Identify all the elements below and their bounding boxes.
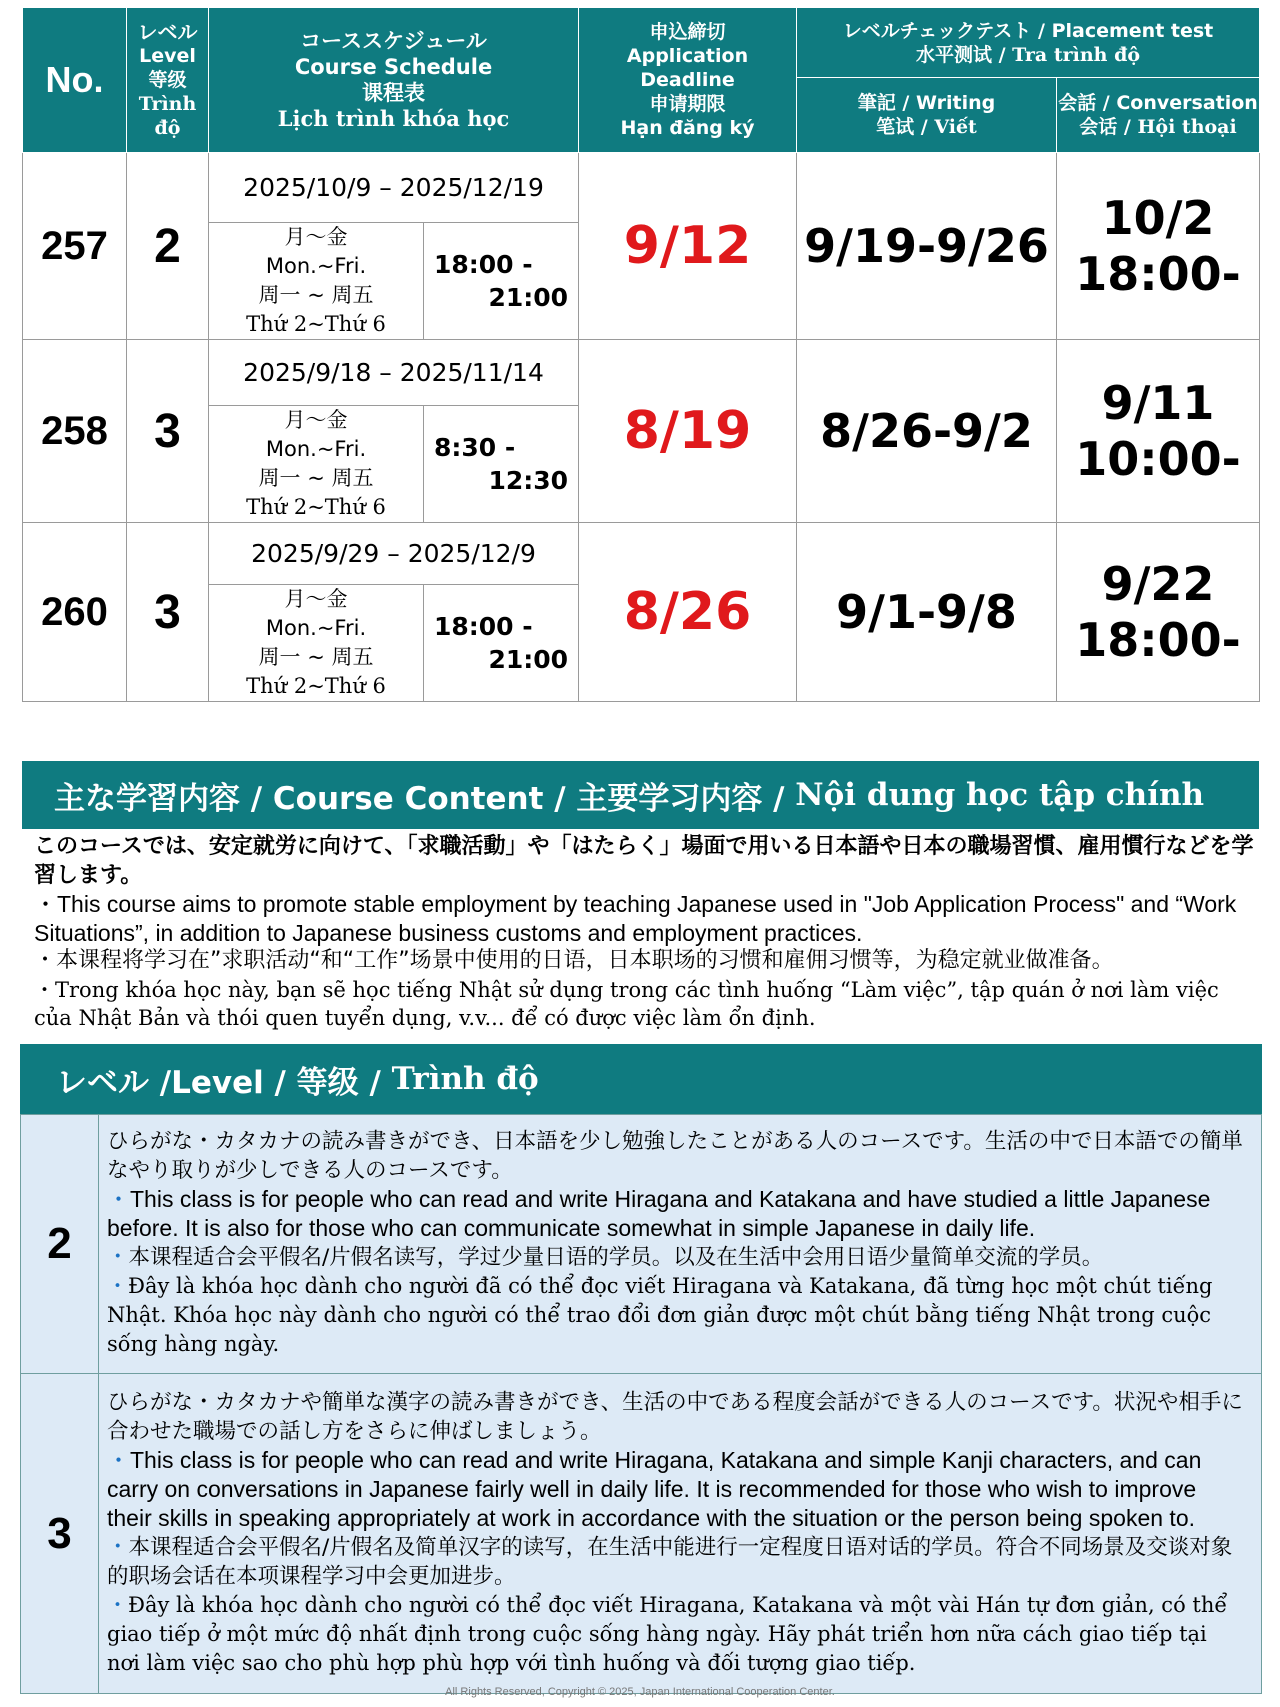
level-description: ひらがな・カタカナの読み書きができ、日本語を少し勉強したことがある人のコースです。生活の中で日本語での簡単なやり取りが少しできる人のコースです。 ・This class is for people who can read and write Hiragana and Katakana and have studied a little Japanese before. It is also for those who can communicate somewhat in simple Japanese in daily life. ・本课程适合会平假名/片假名读写，学过少量日语的学员。以及在生活中会用日语少量简单交流的学员。 ・Đây là khóa học dành cho người đã có thể đọc viết Hiragana và Katakana, đã từng học một chút tiếng Nhật. Khóa học này dành cho người có thể trao đổi đơn giản được một chút bằng tiếng Nhật trong cuộc sống hàng ngày. <box>99 1115 1262 1374</box>
writing-test-dates: 9/1-9/8 <box>797 523 1057 702</box>
application-deadline: 9/12 <box>579 153 797 340</box>
course-time: 18:00 - 21:00 <box>424 223 579 340</box>
level-title-vi: Trình độ <box>391 1061 539 1097</box>
course-level: 3 <box>127 523 209 702</box>
course-row <box>23 153 1260 223</box>
conversation-test: 9/22 18:00- <box>1057 523 1260 702</box>
conversation-test: 9/11 10:00- <box>1057 340 1260 523</box>
course-content-title-vi: Nội dung học tập chính <box>795 777 1205 813</box>
course-number: 257 <box>23 153 127 340</box>
level-row <box>21 1115 1262 1374</box>
level-number: 2 <box>21 1115 99 1374</box>
header-conversation: 会話 / Conversation 会话 / Hội thoại <box>1057 78 1260 153</box>
application-deadline: 8/26 <box>579 523 797 702</box>
course-days: 月～金 Mon.~Fri. 周一 ~ 周五 Thứ 2~Thứ 6 <box>209 406 424 523</box>
writing-test-dates: 9/19-9/26 <box>797 153 1057 340</box>
content-en: ・This course aims to promote stable employment by teaching Japanese used in "Job Application Process" and “Work Situations”, in addition to Japanese business customs and employment practices. <box>34 891 1237 946</box>
course-row <box>23 340 1260 406</box>
level-description-table <box>20 1114 1262 1694</box>
level-title: レベル /Level / 等级 / <box>56 1064 381 1101</box>
content-zh: ・本课程将学习在”求职活动“和“工作”场景中使用的日语，日本职场的习惯和雇佣习惯等，为稳定就业做准备。 <box>34 948 1114 973</box>
header-deadline: 申込締切 Application Deadline 申请期限 Hạn đăng ký <box>579 8 797 153</box>
course-content-text <box>34 833 1256 1033</box>
course-schedule-table <box>22 7 1260 702</box>
course-level: 3 <box>127 340 209 523</box>
course-row <box>23 523 1260 585</box>
course-number: 258 <box>23 340 127 523</box>
header-schedule: コーススケジュール Course Schedule 课程表 Lịch trình khóa học <box>209 8 579 153</box>
course-dates: 2025/9/18 – 2025/11/14 <box>209 340 579 406</box>
course-dates: 2025/10/9 – 2025/12/19 <box>209 153 579 223</box>
content-jp: このコースでは、安定就労に向けて、「求職活動」や「はたらく」場面で用いる日本語や日本の職場習慣、雇用慣行などを学習します。 <box>34 834 1254 888</box>
course-time: 8:30 - 12:30 <box>424 406 579 523</box>
course-time: 18:00 - 21:00 <box>424 585 579 702</box>
conversation-test: 10/2 18:00- <box>1057 153 1260 340</box>
course-dates: 2025/9/29 – 2025/12/9 <box>209 523 579 585</box>
course-level: 2 <box>127 153 209 340</box>
course-days: 月～金 Mon.~Fri. 周一 ~ 周五 Thứ 2~Thứ 6 <box>209 223 424 340</box>
application-deadline: 8/19 <box>579 340 797 523</box>
course-content-title: 主な学習内容 / Course Content / 主要学习内容 / <box>54 780 785 817</box>
level-row <box>21 1374 1262 1694</box>
content-vi: ・Trong khóa học này, bạn sẽ học tiếng Nhật sử dụng trong các tình huống “Làm việc”, tập quán ở nơi làm việc của Nhật Bản và thói quen tuyển dụng, v.v... để có được việc làm ổn định. <box>34 977 1219 1030</box>
course-number: 260 <box>23 523 127 702</box>
course-content-banner <box>22 761 1259 829</box>
header-placement-test: レベルチェックテスト / Placement test 水平测试 / Tra trình độ <box>797 8 1260 78</box>
level-number: 3 <box>21 1374 99 1694</box>
copyright-footer: All Rights Reserved, Copyright © 2025, Japan International Cooperation Center. <box>445 1686 835 1698</box>
writing-test-dates: 8/26-9/2 <box>797 340 1057 523</box>
level-banner <box>20 1044 1262 1114</box>
header-writing: 筆記 / Writing 笔试 / Viết <box>797 78 1057 153</box>
header-no: No. <box>23 8 127 153</box>
course-days: 月～金 Mon.~Fri. 周一 ~ 周五 Thứ 2~Thứ 6 <box>209 585 424 702</box>
header-level: レベル Level 等级 Trình độ <box>127 8 209 153</box>
level-description: ひらがな・カタカナや簡単な漢字の読み書きができ、生活の中である程度会話ができる人のコースです。状況や相手に合わせた職場での話し方をさらに伸ばしましょう。 ・This class is for people who can read and write Hiragana, Katakana and simple Kanji characters, and can carry on conversations in Japanese fairly well in daily life. It is recommended for those who wish to improve their skills in speaking appropriately at work in accordance with the situation or the person being spoken to. ・本课程适合会平假名/片假名及简单汉字的读写，在生活中能进行一定程度日语对话的学员。符合不同场景及交谈对象的职场会话在本项课程学习中会更加进步。 ・Đây là khóa học dành cho người có thể đọc viết Hiragana, Katakana và một vài Hán tự đơn giản, có thể giao tiếp ở một mức độ nhất định trong cuộc sống hàng ngày. Hãy phát triển hơn nữa cách giao tiếp tại nơi làm việc sao cho phù hợp phù hợp với tình huống và đối tượng giao tiếp. <box>99 1374 1262 1694</box>
